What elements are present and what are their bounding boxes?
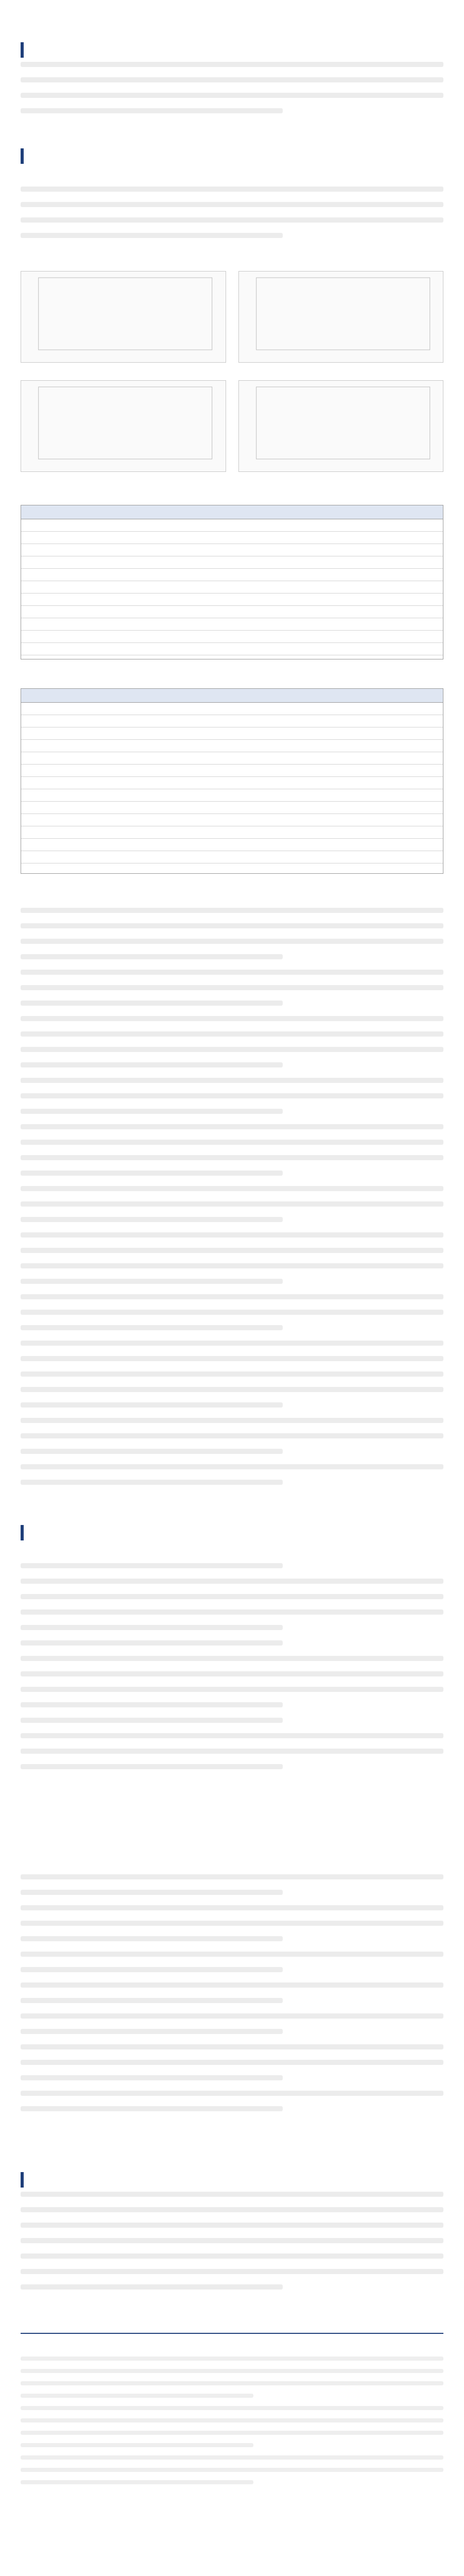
stock-market-paragraphs (21, 1563, 443, 1852)
table-source-note (21, 662, 443, 670)
commodity-market-heading (32, 1858, 443, 1871)
chart-area (21, 271, 226, 363)
chart-panel (238, 260, 444, 363)
table-body (21, 505, 443, 659)
stock-market-heading (32, 1547, 443, 1560)
chart-plot-frame (256, 278, 429, 350)
table-header-row (21, 689, 443, 703)
table-rows (21, 519, 443, 659)
news-paragraphs (21, 908, 443, 1516)
table-caption (21, 494, 443, 503)
market-review-heading (21, 148, 443, 164)
disclaimer-heading (21, 2340, 443, 2353)
conclusion-paragraph (21, 2192, 443, 2320)
figures-source-note (21, 478, 443, 486)
conclusion-heading (21, 2172, 443, 2188)
chart-area (238, 271, 444, 363)
commodity-market-paragraphs (21, 1874, 443, 2163)
summary-heading (21, 42, 443, 58)
table-source-note (21, 876, 443, 884)
disclaimer-body (21, 2357, 443, 2511)
other-markets-heading (21, 1525, 443, 1540)
chart-canvas (239, 381, 443, 471)
index-futures-heading (32, 170, 443, 183)
chart-canvas (21, 272, 226, 362)
chart-area (238, 380, 444, 472)
disclaimer-section (21, 2333, 443, 2511)
index-futures-paragraph (21, 187, 443, 253)
chart-canvas (21, 381, 226, 471)
table-body (21, 688, 443, 874)
chart-caption (238, 260, 444, 269)
document-title (21, 15, 443, 33)
table-rows (21, 703, 443, 874)
table-1 (21, 494, 443, 670)
chart-caption (238, 369, 444, 378)
summary-paragraph (21, 62, 443, 139)
chart-panel (238, 369, 444, 472)
chart-panel (21, 369, 226, 472)
chart-canvas (239, 272, 443, 362)
chart-panel (21, 260, 226, 363)
figure-grid (21, 260, 443, 472)
chart-caption (21, 369, 226, 378)
table-caption (21, 677, 443, 686)
news-heading (32, 891, 443, 905)
chart-area (21, 380, 226, 472)
table-header-row (21, 505, 443, 519)
chart-plot-frame (256, 387, 429, 459)
table-2 (21, 677, 443, 884)
chart-caption (21, 260, 226, 269)
chart-plot-frame (39, 387, 212, 459)
chart-plot-frame (39, 278, 212, 350)
